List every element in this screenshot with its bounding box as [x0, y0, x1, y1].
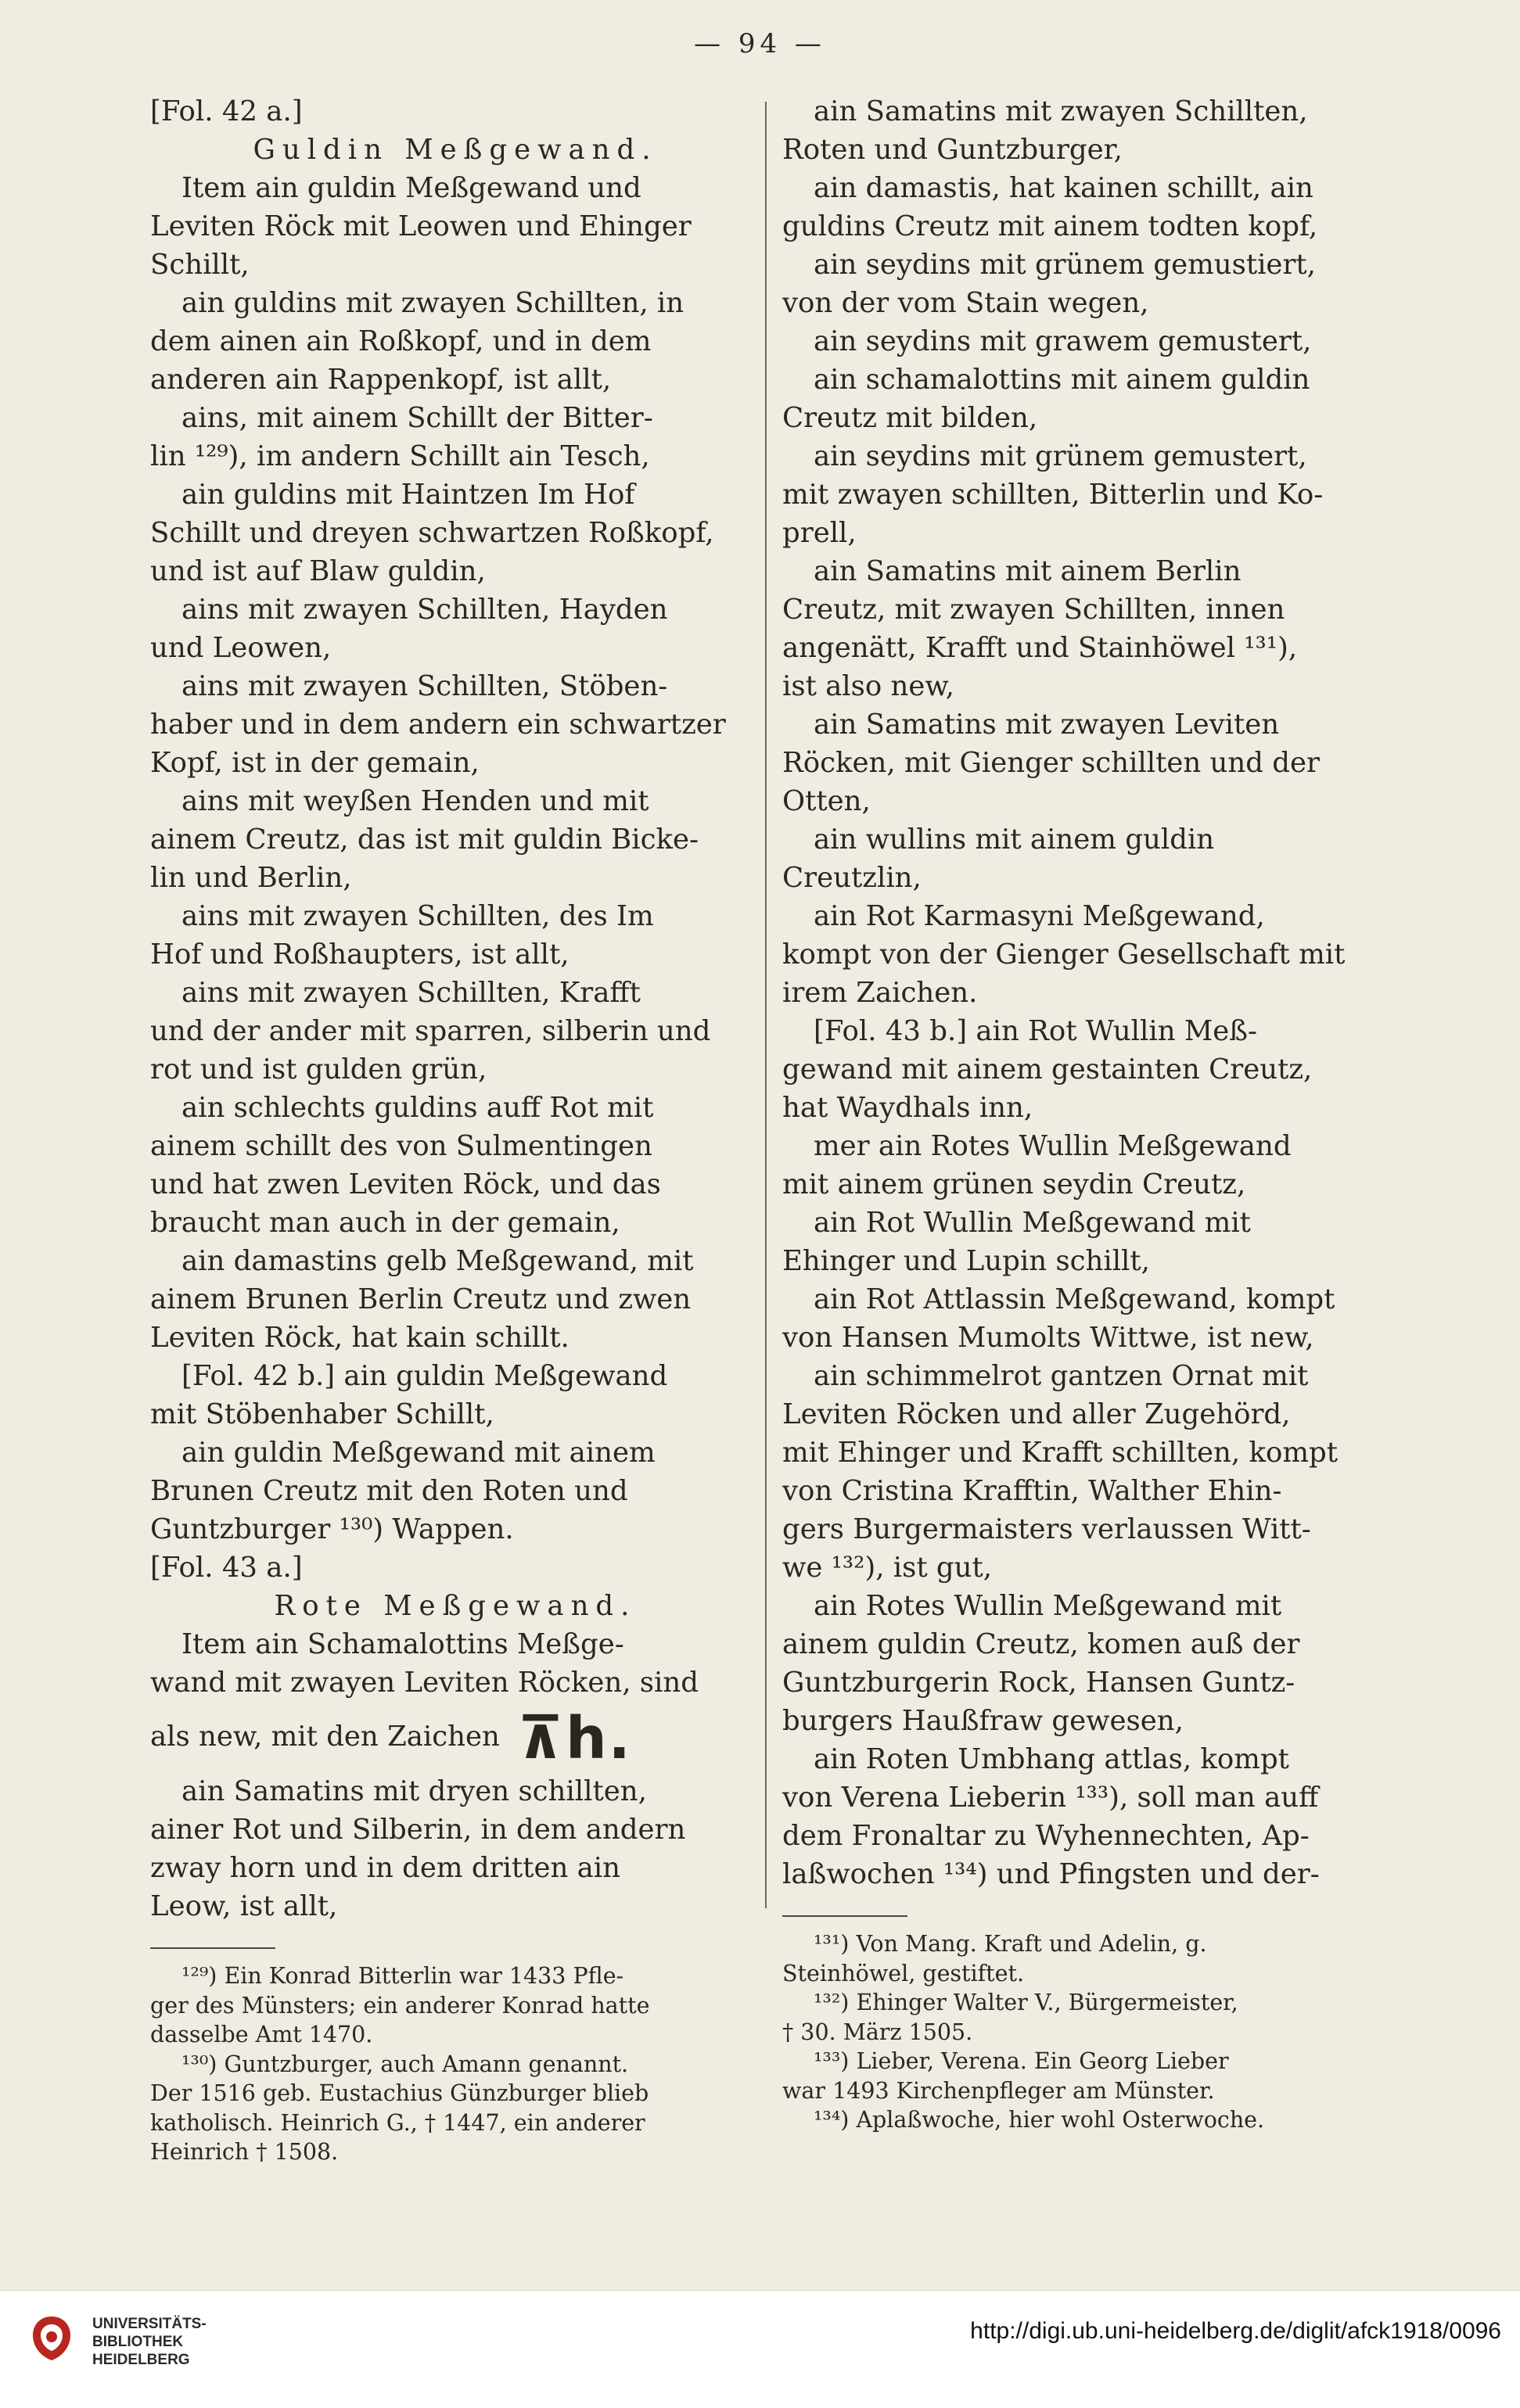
- text-line: ain guldin Meßgewand mit ainem: [181, 1437, 656, 1469]
- footnote: Der 1516 geb. Eustachius Günzburger blieb: [150, 2080, 649, 2106]
- text-line: Röcken, mit Gienger schillten und der: [782, 747, 1320, 779]
- folio-marker: [Fol. 43 b.] ain Rot Wullin Meß-: [814, 1015, 1257, 1047]
- library-line: BIBLIOTHEK: [92, 2334, 184, 2350]
- text-line: mit Stöbenhaber Schillt,: [150, 1398, 494, 1430]
- section-heading: Rote Meßgewand.: [274, 1590, 637, 1622]
- text-line: Creutz, mit zwayen Schillten, innen: [782, 594, 1285, 626]
- footnote: ¹³⁴) Aplaßwoche, hier wohl Osterwoche.: [814, 2107, 1265, 2133]
- library-logo-icon: [27, 2313, 77, 2363]
- text-line: von Hansen Mumolts Wittwe, ist new,: [782, 1322, 1314, 1354]
- text-line: ain schlechts guldins auff Rot mit: [181, 1092, 654, 1124]
- text-line: anderen ain Rappenkopf, ist allt,: [150, 364, 612, 396]
- footnote: Heinrich † 1508.: [150, 2139, 339, 2165]
- footnote: Steinhöwel, gestiftet.: [782, 1960, 1025, 1986]
- text-line: ain Rot Wullin Meßgewand mit: [814, 1207, 1251, 1239]
- text-line: Creutzlin,: [782, 862, 922, 894]
- text-line-with-mark: [150, 1702, 760, 1772]
- text-line: Schillt,: [150, 249, 250, 281]
- text-line: Brunen Creutz mit den Roten und: [150, 1475, 628, 1507]
- text-line: Item ain Schamalottins Meßge-: [181, 1628, 624, 1660]
- text-line: haber und in dem andern ein schwartzer: [150, 709, 726, 741]
- folio-marker: [Fol. 43 a.]: [150, 1552, 303, 1584]
- text-line: ains mit zwayen Schillten, des Im: [181, 900, 654, 932]
- text-line: lin ¹²⁹), im andern Schillt ain Tesch,: [150, 440, 650, 472]
- text-line: Ehinger und Lupin schillt,: [782, 1245, 1150, 1277]
- footnote: ¹²⁹) Ein Konrad Bitterlin war 1433 Pfle-: [181, 1963, 624, 1989]
- text-line: mit ainem grünen seydin Creutz,: [782, 1168, 1246, 1200]
- library-name: [92, 2315, 207, 2369]
- text-line: und ist auf Blaw guldin,: [150, 555, 486, 587]
- text-line: ainem Creutz, das ist mit guldin Bicke-: [150, 824, 699, 856]
- text-line: dem Fronaltar zu Wyhennechten, Ap-: [782, 1820, 1310, 1852]
- text-line: ain schimmelrot gantzen Ornat mit: [814, 1360, 1309, 1392]
- text-line: mit Ehinger und Krafft schillten, kompt: [782, 1437, 1338, 1469]
- section-heading: Guldin Meßgewand.: [253, 134, 658, 166]
- text-line: Hof und Roßhaupters, ist allt,: [150, 938, 570, 971]
- text-line: ist also new,: [782, 670, 954, 702]
- text-line: als new, mit den Zaichen: [150, 1721, 500, 1753]
- folio-marker: [Fol. 42 b.] ain guldin Meßgewand: [181, 1360, 668, 1392]
- text-line: und hat zwen Leviten Röck, und das: [150, 1168, 661, 1200]
- text-line: irem Zaichen.: [782, 977, 978, 1009]
- text-line: Schillt und dreyen schwartzen Roßkopf,: [150, 517, 714, 549]
- text-line: zway horn und in dem dritten ain: [150, 1852, 620, 1884]
- text-line: ain damastins gelb Meßgewand, mit: [181, 1245, 694, 1277]
- text-line: Guntzburgerin Rock, Hansen Guntz-: [782, 1667, 1295, 1699]
- text-line: ain Roten Umbhang attlas, kompt: [814, 1743, 1289, 1775]
- right-column: [782, 92, 1392, 2135]
- text-line: und Leowen,: [150, 632, 332, 664]
- folio-marker: [Fol. 42 a.]: [150, 95, 303, 127]
- library-line: UNIVERSITÄTS-: [92, 2316, 207, 2332]
- text-line: guldins Creutz mit ainem todten kopf,: [782, 210, 1318, 242]
- text-line: ain guldins mit Haintzen Im Hof: [181, 479, 635, 511]
- text-line: gers Burgermaisters verlaussen Witt-: [782, 1513, 1311, 1545]
- text-line: ain wullins mit ainem guldin: [814, 824, 1215, 856]
- text-line: angenätt, Krafft und Stainhöwel ¹³¹),: [782, 632, 1298, 664]
- text-line: ain damastis, hat kainen schillt, ain: [814, 172, 1313, 204]
- text-line: Leviten Röcken und aller Zugehörd,: [782, 1398, 1291, 1430]
- text-line: Otten,: [782, 785, 871, 817]
- text-line: Leow, ist allt,: [150, 1890, 338, 1922]
- text-line: Roten und Guntzburger,: [782, 134, 1123, 166]
- text-line: ains mit zwayen Schillten, Stöben-: [181, 670, 668, 702]
- text-line: lin und Berlin,: [150, 862, 352, 894]
- source-url-link[interactable]: http://digi.ub.uni-heidelberg.de/diglit/afck1918/0096: [970, 2318, 1501, 2344]
- text-line: ains mit zwayen Schillten, Krafft: [181, 977, 641, 1009]
- text-line: ain seydins mit grünem gemustiert,: [814, 249, 1316, 281]
- footnote: ¹³⁰) Guntzburger, auch Amann genannt.: [181, 2051, 629, 2077]
- text-line: mit zwayen schillten, Bitterlin und Ko-: [782, 479, 1324, 511]
- text-line: Leviten Röck, hat kain schillt.: [150, 1322, 570, 1354]
- text-line: ain Samatins mit zwayen Schillten,: [814, 95, 1308, 127]
- text-line: rot und ist gulden grün,: [150, 1053, 487, 1086]
- text-line: ain seydins mit grawem gemustert,: [814, 325, 1312, 357]
- text-line: ain Rot Karmasyni Meßgewand,: [814, 900, 1265, 932]
- footnote: † 30. März 1505.: [782, 2019, 973, 2045]
- footnote: ¹³¹) Von Mang. Kraft und Adelin, g.: [814, 1931, 1207, 1957]
- text-line: dem ainen ain Roßkopf, und in dem: [150, 325, 652, 357]
- text-line: ain Samatins mit ainem Berlin: [814, 555, 1242, 587]
- footnote-rule: [150, 1947, 275, 1949]
- text-line: ains, mit ainem Schillt der Bitter-: [181, 402, 653, 434]
- text-line: prell,: [782, 517, 857, 549]
- text-line: gewand mit ainem gestainten Creutz,: [782, 1053, 1313, 1086]
- text-line: und der ander mit sparren, silberin und: [150, 1015, 711, 1047]
- footnote: dasselbe Amt 1470.: [150, 2022, 373, 2047]
- text-line: braucht man auch in der gemain,: [150, 1207, 620, 1239]
- zaichen-mark: ⊼h.: [516, 1704, 632, 1772]
- text-line: von Cristina Krafftin, Walther Ehin-: [782, 1475, 1282, 1507]
- footer-band: [0, 2290, 1520, 2408]
- text-line: we ¹³²), ist gut,: [782, 1552, 993, 1584]
- text-line: ain Samatins mit zwayen Leviten: [814, 709, 1280, 741]
- footnote-rule: [782, 1915, 907, 1917]
- text-line: hat Waydhals inn,: [782, 1092, 1033, 1124]
- text-line: ains mit zwayen Schillten, Hayden: [181, 594, 668, 626]
- text-line: ainer Rot und Silberin, in dem andern: [150, 1814, 686, 1846]
- text-line: ain Rot Attlassin Meßgewand, kompt: [814, 1283, 1335, 1315]
- text-line: ainem guldin Creutz, komen auß der: [782, 1628, 1300, 1660]
- text-line: von der vom Stain wegen,: [782, 287, 1149, 319]
- footnote: ¹³²) Ehinger Walter V., Bürgermeister,: [814, 1990, 1238, 2015]
- text-line: Kopf, ist in der gemain,: [150, 747, 480, 779]
- text-line: ain guldins mit zwayen Schillten, in: [181, 287, 685, 319]
- left-column: [150, 92, 760, 2167]
- text-line: ainem schillt des von Sulmentingen: [150, 1130, 652, 1162]
- footnote: ger des Münsters; ein anderer Konrad hatte: [150, 1992, 650, 2019]
- text-line: ain schamalottins mit ainem guldin: [814, 364, 1310, 396]
- text-line: Leviten Röck mit Leowen und Ehinger: [150, 210, 692, 242]
- text-line: Item ain guldin Meßgewand und: [181, 172, 641, 204]
- text-line: Creutz mit bilden,: [782, 402, 1038, 434]
- text-line: ain seydins mit grünem gemustert,: [814, 440, 1307, 472]
- footnote: war 1493 Kirchenpfleger am Münster.: [782, 2077, 1215, 2104]
- footnote: ¹³³) Lieber, Verena. Ein Georg Lieber: [814, 2048, 1229, 2074]
- text-line: mer ain Rotes Wullin Meßgewand: [814, 1130, 1292, 1162]
- text-line: wand mit zwayen Leviten Röcken, sind: [150, 1667, 699, 1699]
- footnote: katholisch. Heinrich G., † 1447, ein anderer: [150, 2109, 645, 2136]
- library-logo-dot: [46, 2331, 57, 2342]
- text-line: laßwochen ¹³⁴) und Pfingsten und der-: [782, 1858, 1320, 1890]
- text-line: burgers Haußfraw gewesen,: [782, 1705, 1184, 1737]
- text-line: ains mit weyßen Henden und mit: [181, 785, 649, 817]
- text-line: von Verena Lieberin ¹³³), soll man auff: [782, 1782, 1319, 1814]
- page-number: — 94 —: [694, 28, 826, 59]
- text-line: ain Samatins mit dryen schillten,: [181, 1775, 647, 1807]
- library-line: HEIDELBERG: [92, 2352, 190, 2368]
- text-line: Guntzburger ¹³⁰) Wappen.: [150, 1513, 514, 1545]
- text-line: kompt von der Gienger Gesellschaft mit: [782, 938, 1346, 971]
- text-line: ainem Brunen Berlin Creutz und zwen: [150, 1283, 692, 1315]
- column-divider: [765, 102, 767, 1908]
- text-line: ain Rotes Wullin Meßgewand mit: [814, 1590, 1282, 1622]
